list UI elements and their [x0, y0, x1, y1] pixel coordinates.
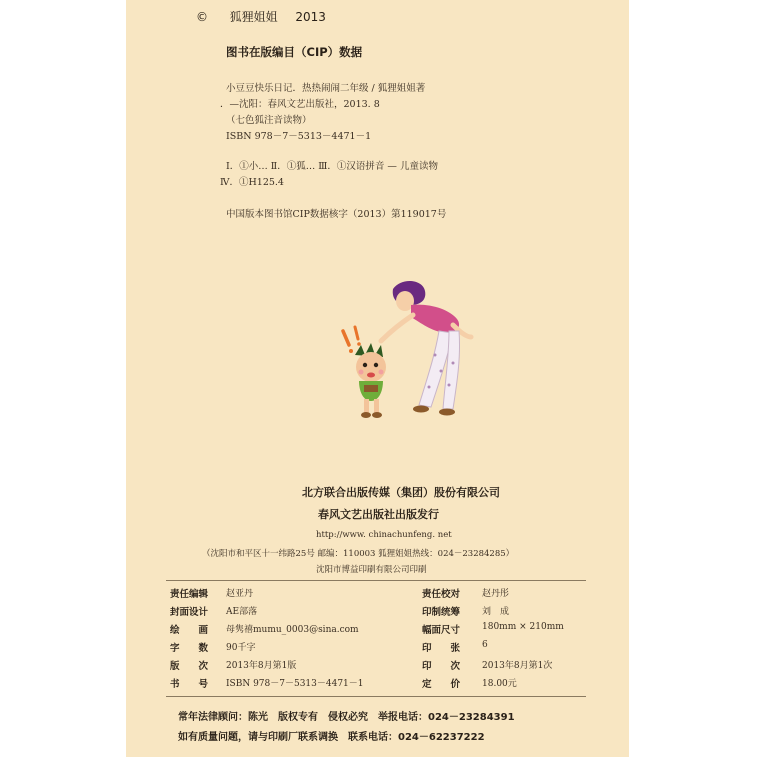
mother-child-illustration [331, 275, 491, 435]
credit-value: 母隽禧mumu_0003@sina.com [226, 625, 359, 635]
credit-value: 90千字 [226, 643, 256, 653]
credit-label: 书 号 [170, 679, 209, 690]
credit-value: 赵亚丹 [226, 589, 254, 599]
credit-value: 2013年8月第1版 [226, 661, 297, 671]
credit-value: 2013年8月第1次 [482, 661, 553, 671]
copyright-symbol: © [196, 10, 208, 24]
copyright-author: 狐狸姐姐 [229, 10, 278, 24]
publisher-address: （沈阳市和平区十一纬路25号 邮编：110003 狐狸姐姐热线：024－23284285） [202, 549, 515, 559]
credit-value: 180mm × 210mm [482, 622, 564, 632]
cip-line-isbn: ISBN 978－7－5313－4471－1 [226, 131, 372, 142]
printer-name: 沈阳市博益印刷有限公司印刷 [316, 565, 427, 575]
credit-label: 定 价 [422, 679, 461, 690]
credit-label: 责任校对 [422, 589, 461, 600]
cip-classification-2: Ⅳ．①H125.4 [220, 177, 284, 188]
publisher-group: 北方联合出版传媒（集团）股份有限公司 [302, 486, 500, 499]
credit-value: 6 [482, 640, 488, 650]
copyright-line [196, 8, 326, 25]
credit-label: 印 张 [422, 643, 461, 654]
copyright-page [126, 0, 629, 757]
divider [166, 580, 586, 581]
credit-label: 印 次 [422, 661, 461, 672]
credit-value: 刘 成 [482, 607, 510, 617]
cip-classification-1: Ⅰ．①小… Ⅱ．①狐… Ⅲ．①汉语拼音 — 儿童读物 [226, 161, 438, 172]
cip-record: 中国版本图书馆CIP数据核字（2013）第119017号 [226, 209, 447, 220]
publisher-name: 春风文艺出版社出版发行 [318, 508, 439, 521]
credit-value: 18.00元 [482, 679, 517, 689]
copyright-year: 2013 [295, 10, 326, 24]
quality-notice: 如有质量问题，请与印刷厂联系调换 联系电话：024－62237222 [178, 732, 485, 743]
cip-line-series: （七色狐注音读物） [226, 115, 312, 126]
cip-line-publisher: ．—沈阳：春风文艺出版社，2013. 8 [220, 99, 380, 110]
credit-value: ISBN 978－7－5313－4471－1 [226, 679, 364, 689]
divider [166, 696, 586, 697]
credit-label: 绘 画 [170, 625, 209, 636]
credit-value: AE部落 [226, 607, 258, 617]
cip-title: 图书在版编目（CIP）数据 [226, 45, 363, 59]
credit-label: 幅面尺寸 [422, 625, 461, 636]
credit-label: 版 次 [170, 661, 209, 672]
credit-label: 印制统筹 [422, 607, 461, 618]
credit-label: 责任编辑 [170, 589, 209, 600]
publisher-website: http://www. chinachunfeng. net [316, 530, 452, 540]
credit-label: 字 数 [170, 643, 209, 654]
cip-line-title: 小豆豆快乐日记．热热闹闹二年级 / 狐狸姐姐著 [226, 83, 426, 94]
credit-label: 封面设计 [170, 607, 209, 618]
credit-value: 赵丹彤 [482, 589, 510, 599]
legal-notice: 常年法律顾问：陈光 版权专有 侵权必究 举报电话：024－23284391 [178, 712, 515, 723]
